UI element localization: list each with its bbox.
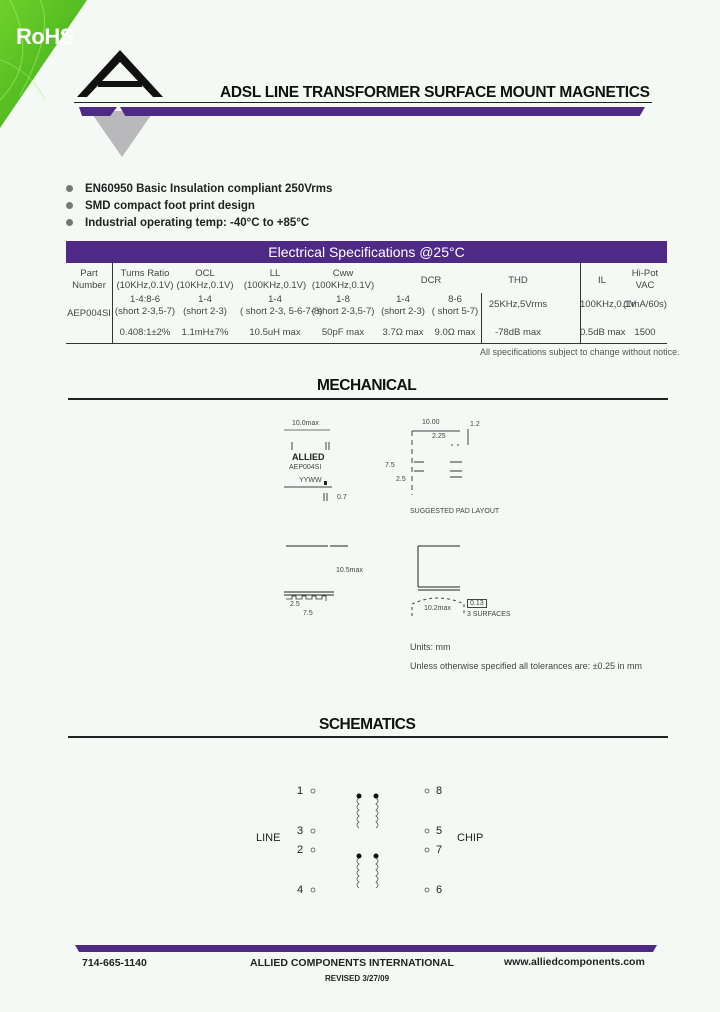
header-ll: LL (100KHz,0.1V)	[243, 268, 307, 291]
value-ocl: 1.1mH±7%	[181, 327, 229, 338]
header-hipot: Hi-Pot VAC	[631, 268, 659, 291]
top-view-part: AEP004SI	[289, 464, 322, 471]
top-view-pin-dim: 0.7	[337, 494, 347, 501]
value-turns-ratio: 0.408:1±2%	[119, 327, 171, 338]
units-label: Units: mm	[410, 642, 451, 652]
pin-7: 7	[436, 844, 443, 856]
pin-5: 5	[436, 825, 443, 837]
pad-layout-caption: SUGGESTED PAD LAYOUT	[410, 508, 500, 515]
top-view-code: YYWW	[299, 477, 322, 484]
header-ocl: OCL (10KHz,0.1V)	[176, 268, 234, 291]
footer-phone: 714-665-1140	[82, 957, 147, 969]
spec-note: All specifications subject to change without notice.	[480, 347, 680, 357]
pad-dim-c: 1.2	[470, 421, 480, 428]
header-part: Part Number	[72, 268, 106, 291]
footer-bar	[75, 945, 657, 952]
feature-list	[66, 180, 332, 231]
cond-thd: 25KHz,5Vrms	[488, 299, 548, 310]
bullet-icon	[66, 219, 73, 226]
header-dcr: DCR	[420, 275, 442, 286]
header-il: IL	[598, 275, 606, 286]
value-thd: -78dB max	[495, 327, 541, 338]
cond-dcr2: 8-6 ( short 5-7)	[431, 294, 479, 317]
divider	[481, 293, 482, 343]
flatness-callout: 0.13	[467, 599, 487, 608]
value-dcr1: 3.7Ω max	[382, 327, 424, 338]
spec-table-title: Electrical Specifications @25°C	[66, 241, 667, 263]
header-thd: THD	[508, 275, 528, 286]
end-view-width: 10.2max	[424, 605, 451, 612]
feature-item: EN60950 Basic Insulation compliant 250Vrms	[66, 180, 332, 197]
transformer-schematic	[300, 780, 443, 900]
cond-turns-ratio: 1-4:8-6 (short 2-3,5-7)	[114, 294, 176, 317]
flatness-caption: 3 SURFACES	[467, 611, 511, 618]
cond-hipot: (1mA/60s)	[623, 299, 667, 310]
side-view-height: 10.5max	[336, 567, 363, 574]
rohs-badge: RoHS	[16, 24, 74, 49]
pin-2: 2	[297, 844, 304, 856]
line-label: LINE	[256, 832, 281, 844]
cond-ocl: 1-4 (short 2-3)	[183, 294, 227, 317]
feature-item: Industrial operating temp: -40°C to +85°C	[66, 214, 332, 231]
bullet-icon	[66, 185, 73, 192]
top-view-brand: ALLIED	[292, 452, 325, 462]
footer-revised: REVISED 3/27/09	[325, 974, 390, 983]
value-il: 0.5dB max	[580, 327, 626, 338]
cond-ll: 1-4 ( short 2-3, 5-6-7-8)	[240, 294, 323, 317]
allied-logo-icon	[74, 48, 174, 158]
feature-item: SMD compact foot print design	[66, 197, 332, 214]
pin-3: 3	[297, 825, 304, 837]
value-ll: 10.5uH max	[249, 327, 301, 338]
pad-dim-d: 7.5	[385, 462, 395, 469]
tolerance-note: Unless otherwise specified all tolerances are: ±0.25 in mm	[410, 661, 643, 671]
value-cww: 50pF max	[321, 327, 365, 338]
pad-dim-e: 2.5	[396, 476, 406, 483]
part-number: AEP004SI	[67, 308, 111, 319]
page-title: ADSL LINE TRANSFORMER SURFACE MOUNT MAGNETICS	[220, 84, 650, 101]
top-view-width: 10.0max	[292, 420, 319, 427]
side-view-drawing	[282, 540, 352, 630]
pad-dim-a: 10.00	[422, 419, 440, 426]
pin-4: 4	[297, 884, 304, 896]
schematics-rule	[68, 736, 668, 738]
schematics-title: SCHEMATICS	[319, 716, 416, 733]
side-view-span: 7.5	[303, 610, 313, 617]
value-dcr2: 9.0Ω max	[434, 327, 476, 338]
cond-il: 100KHz,0.1V	[580, 299, 636, 310]
footer-company: ALLIED COMPONENTS INTERNATIONAL	[250, 957, 454, 969]
bullet-icon	[66, 202, 73, 209]
cond-cww: 1-8 ( short 2-3,5-7)	[311, 294, 375, 317]
mechanical-title: MECHANICAL	[317, 377, 417, 394]
header-cww: Cww (100KHz,0.1V)	[311, 268, 375, 291]
header-bar	[120, 107, 645, 116]
side-view-pitch: 2.5	[290, 601, 300, 608]
pin-6: 6	[436, 884, 443, 896]
mechanical-rule	[68, 398, 668, 400]
chip-label: CHIP	[457, 832, 484, 844]
header-turns-ratio: Turns Ratio (10KHz,0.1V)	[116, 268, 174, 291]
value-hipot: 1500	[634, 327, 656, 338]
pin-1: 1	[297, 785, 304, 797]
pin-8: 8	[436, 785, 443, 797]
header-rule	[74, 102, 652, 103]
footer-website[interactable]: www.alliedcomponents.com	[504, 956, 645, 968]
top-view-drawing	[280, 418, 360, 508]
spec-table	[66, 263, 667, 344]
pad-dim-b: 2.25	[432, 433, 446, 440]
divider	[112, 263, 113, 343]
cond-dcr1: 1-4 (short 2-3)	[381, 294, 425, 317]
